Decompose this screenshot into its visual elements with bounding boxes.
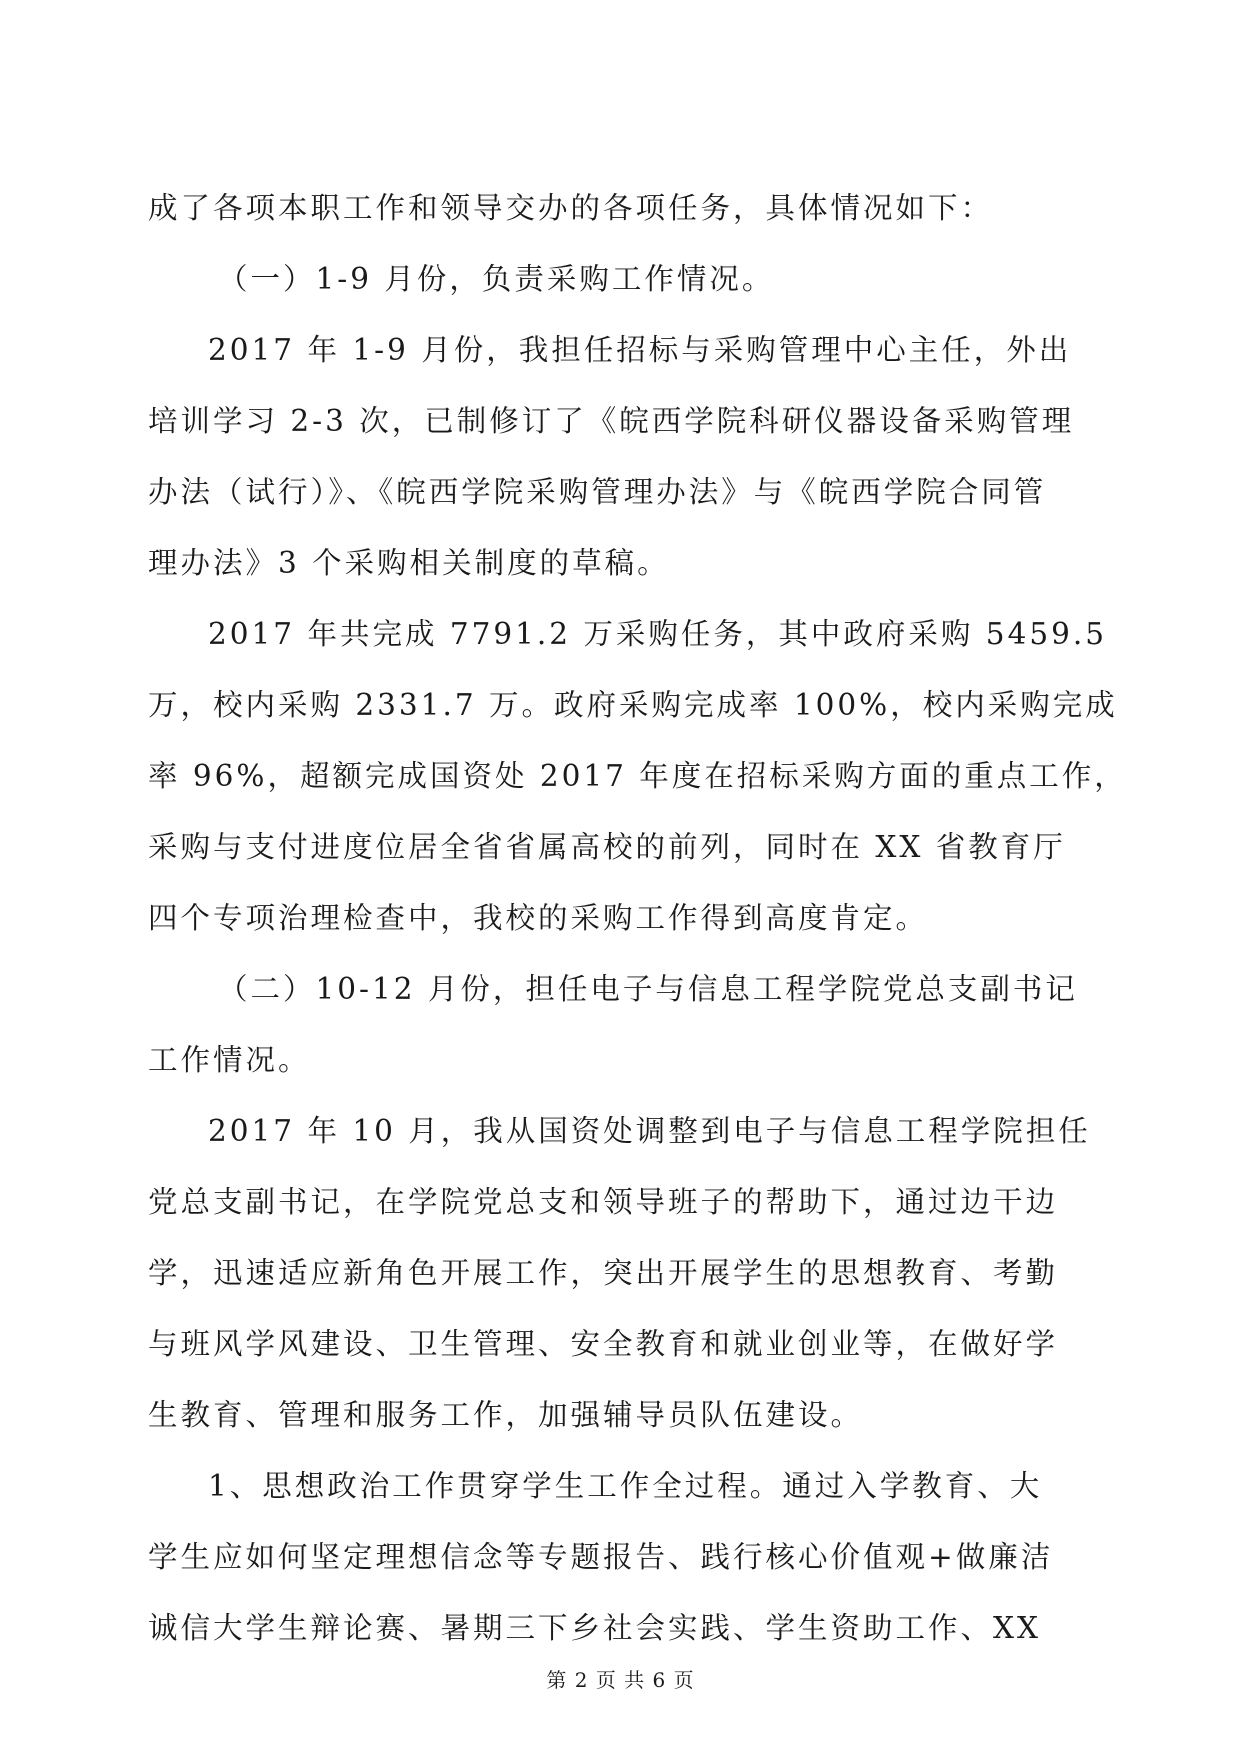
text-line: 成了各项本职工作和领导交办的各项任务，具体情况如下： [148,191,994,225]
page-footer: 第 2 页 共 6 页 [546,1668,695,1692]
section-heading: （一）1-9 月份，负责采购工作情况。 [218,262,775,296]
text-line: 办法（试行）》、《皖西学院采购管理办法》与《皖西学院合同管 [148,475,1047,509]
section-heading: 工作情况。 [148,1043,311,1077]
text-line: 理办法》3 个采购相关制度的草稿。 [148,546,670,580]
text-line: 2017 年 10 月，我从国资处调整到电子与信息工程学院担任 [208,1114,1091,1148]
text-line: 2017 年 1-9 月份，我担任招标与采购管理中心主任，外出 [208,333,1072,367]
text-line: 培训学习 2-3 次，已制修订了《皖西学院科研仪器设备采购管理 [148,404,1075,438]
text-line: 诚信大学生辩论赛、暑期三下乡社会实践、学生资助工作、XX [148,1611,1042,1645]
text-line: 1、思想政治工作贯穿学生工作全过程。通过入学教育、大 [208,1469,1043,1503]
text-line: 生教育、管理和服务工作，加强辅导员队伍建设。 [148,1398,864,1432]
text-line: 采购与支付进度位居全省省属高校的前列，同时在 XX 省教育厅 [148,830,1066,864]
text-line: 学生应如何坚定理想信念等专题报告、践行核心价值观+做廉洁 [148,1540,1054,1574]
text-line: 学，迅速适应新角色开展工作，突出开展学生的思想教育、考勤 [148,1256,1059,1290]
text-line: 万，校内采购 2331.7 万。政府采购完成率 100%，校内采购完成 [148,688,1118,722]
text-line: 与班风学风建设、卫生管理、安全教育和就业创业等，在做好学 [148,1327,1059,1361]
section-heading: （二）10-12 月份，担任电子与信息工程学院党总支副书记 [218,972,1078,1006]
text-line: 率 96%，超额完成国资处 2017 年度在招标采购方面的重点工作， [148,759,1127,793]
text-line: 党总支副书记，在学院党总支和领导班子的帮助下，通过边干边 [148,1185,1059,1219]
text-line: 四个专项治理检查中，我校的采购工作得到高度肯定。 [148,901,929,935]
text-line: 2017 年共完成 7791.2 万采购任务，其中政府采购 5459.5 [208,617,1108,651]
